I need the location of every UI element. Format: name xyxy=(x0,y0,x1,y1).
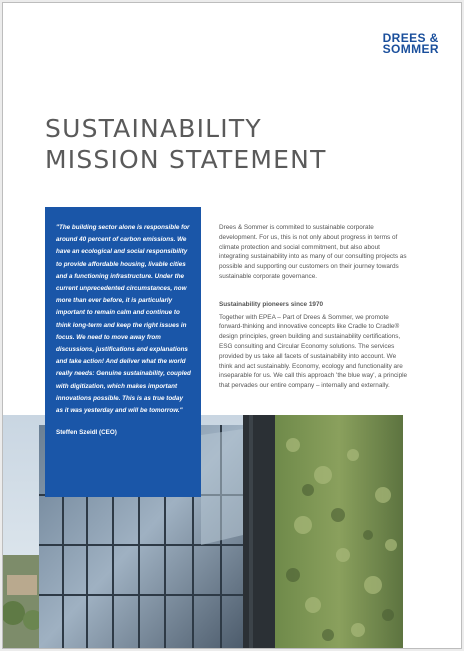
ceo-quote-box xyxy=(45,207,201,497)
section-subheading: Sustainability pioneers since 1970 xyxy=(219,300,324,308)
drees-sommer-logo xyxy=(383,33,439,55)
page-title xyxy=(45,113,327,175)
body-paragraph: Together with EPEA – Part of Drees & Sommer, we promote forward-thinking and innovative concepts like Cradle to Cradle® design principles, green building and sustainability certifications, ESG consulting and Circular Economy solutions. The services provided by us take all facets of sustainability into account. We think and act sustainably. Economy, ecology and functionality are inseparable for us. We call this approach 'the blue way', a principle that pervades our entire company – internally and externally. xyxy=(219,313,408,390)
quote-author: Steffen Szeidl (CEO) xyxy=(56,429,117,437)
logo-line-2: SOMMER xyxy=(382,42,439,56)
title-line-2: MISSION STATEMENT xyxy=(45,145,327,174)
document-page xyxy=(2,2,462,649)
logo-line-1: DREES & xyxy=(382,31,439,45)
title-line-1: SUSTAINABILITY xyxy=(45,114,262,143)
intro-paragraph: Drees & Sommer is commited to sustainable corporate development. For us, this is not only about progress in terms of climate protection and social commitment, but also about integrating sustainability into as many of our consulting projects as possible and supporting our customers on their journey towards sustainable corporate governance. xyxy=(219,224,407,280)
ceo-quote-text: "The building sector alone is responsible for around 40 percent of carbon emissions. We have an ecological and social responsibility to provide affordable housing, livable cities and a functioning infrastructure. Under the current unprecedented circumstances, now more than ever before, it is particularly important to remain calm and continue to think long-term and keep the right issues in focus. We need to move away from discussions, justifications and explanations and take action! And deliver what the world really needs: Genuine sustainability, coupled with digitization, which makes important innovations possible. This is as true today as it was yesterday and will be tomorrow." xyxy=(56,224,191,415)
body-text-column xyxy=(219,223,409,391)
